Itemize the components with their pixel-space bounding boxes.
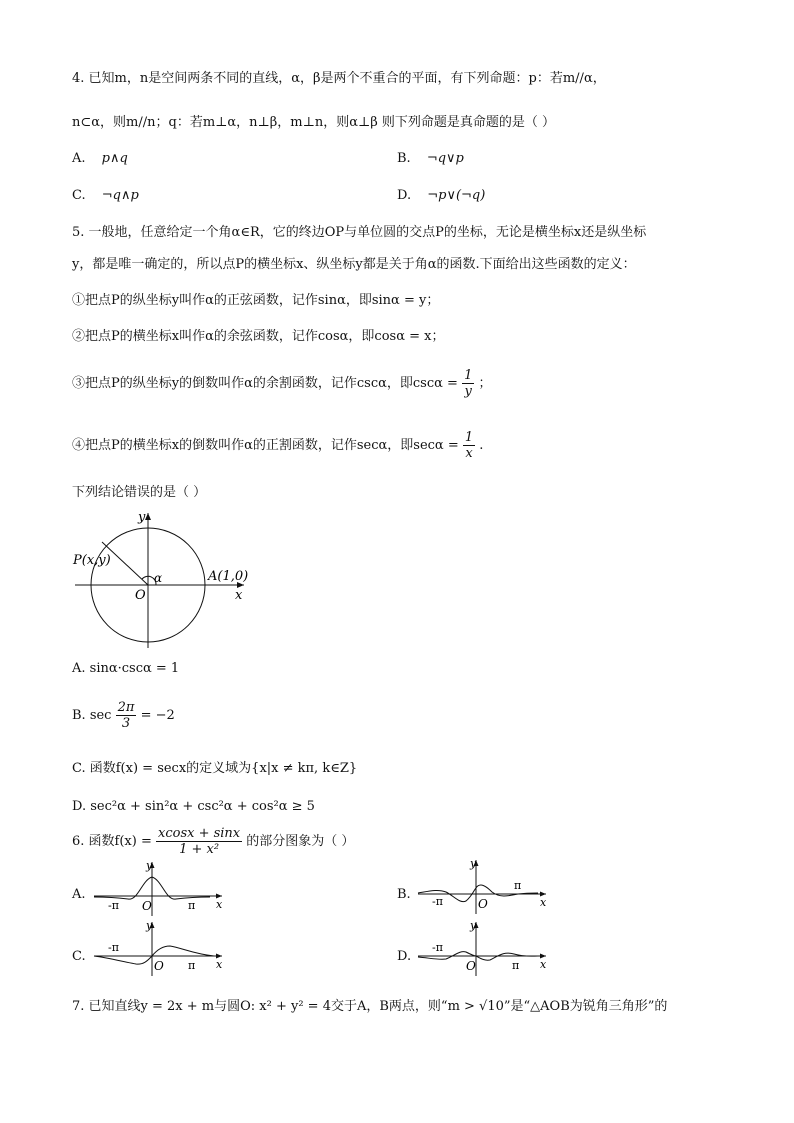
q5-def-cosecant-end: ； — [478, 376, 492, 391]
q4-option-b-text: ¬q∨p — [426, 151, 464, 166]
q6-graph-a-label: A. — [72, 887, 86, 902]
graph-d-y-label: y — [470, 919, 477, 932]
q6-stem — [72, 822, 354, 862]
q4-option-d-label: D. — [397, 188, 412, 203]
q5-def-secant-fraction — [463, 430, 475, 461]
q5-option-b-numerator: 2π — [117, 700, 135, 715]
q4-stem-line1: 4. 已知m，n是空间两条不同的直线，α，β是两个不重合的平面，有下列命题：p：若m//α， — [72, 71, 606, 86]
q5-option-a: A. sinα·cscα = 1 — [72, 661, 180, 676]
graph-a-pos-pi: π — [188, 899, 196, 912]
figure-angle-label: α — [154, 571, 163, 585]
q6-graph-b-label: B. — [397, 887, 411, 902]
graph-b-neg-pi: -π — [432, 895, 443, 908]
unit-circle-figure — [72, 508, 262, 648]
graph-c-pos-pi: π — [188, 959, 196, 972]
figure-point-p-label: P(x,y) — [73, 553, 111, 568]
q6-stem-end: 的部分图象为（ ） — [246, 834, 355, 849]
q6-graph-d — [414, 918, 554, 976]
q6-graph-d-label: D. — [397, 949, 412, 964]
q6-function-numerator: xcosx + sinx — [158, 826, 241, 841]
q5-option-b-fraction — [116, 700, 137, 731]
y-axis-arrow — [145, 513, 151, 520]
q5-def-cosecant-denominator: y — [464, 384, 472, 399]
graph-a-neg-pi: -π — [108, 899, 119, 912]
q6-function-fraction — [156, 826, 242, 857]
q5-option-b-denominator: 3 — [121, 716, 131, 731]
q4-option-c-label: C. — [72, 188, 86, 203]
q5-option-b-text: B. sec — [72, 708, 112, 723]
graph-c-y-label: y — [146, 919, 153, 932]
q4-option-c — [72, 187, 139, 205]
q4-option-d-text: ¬p∨(¬q) — [427, 188, 486, 203]
q5-def-sine: ①把点P的纵坐标y叫作α的正弦函数，记作sinα，即sinα = y； — [72, 293, 440, 308]
q6-graph-c — [90, 918, 230, 976]
q4-option-c-text: ¬q∧p — [101, 188, 139, 203]
q5-def-cosecant — [72, 364, 492, 404]
graph-d-origin: O — [466, 959, 476, 973]
q5-def-cosine: ②把点P的横坐标x叫作α的余弦函数，记作cosα，即cosα = x； — [72, 329, 445, 344]
graph-b-y-label: y — [470, 857, 477, 870]
graph-c-x-label: x — [216, 958, 223, 971]
q5-def-secant-text: ④把点P的横坐标x的倒数叫作α的正割函数，记作secα，即secα = — [72, 438, 459, 453]
q5-option-d: D. sec²α + sin²α + csc²α + cos²α ≥ 5 — [72, 799, 315, 814]
graph-d-x-label: x — [540, 958, 547, 971]
q5-def-secant-denominator: x — [465, 446, 473, 461]
figure-origin-label: O — [135, 588, 146, 603]
graph-d-pos-pi: π — [512, 959, 520, 972]
q4-option-a-text: p∧q — [101, 151, 128, 166]
q4-option-a-label: A. — [72, 151, 86, 166]
q4-option-a — [72, 150, 128, 168]
q6-function-denominator: 1 + x² — [179, 842, 220, 857]
q5-def-cosecant-fraction — [462, 368, 474, 399]
q5-def-secant-end: . — [479, 438, 484, 453]
graph-b-pos-pi: π — [514, 879, 522, 892]
graph-b-x-label: x — [540, 896, 547, 909]
q5-option-c: C. 函数f(x) = secx的定义域为{x|x ≠ kπ, k∈Z} — [72, 761, 358, 776]
q5-def-cosecant-text: ③把点P的纵坐标y的倒数叫作α的余割函数，记作cscα，即cscα = — [72, 376, 458, 391]
graph-d-neg-pi: -π — [432, 941, 443, 954]
figure-point-a-label: A(1,0) — [208, 569, 249, 584]
q4-option-d — [397, 187, 485, 205]
q5-prompt: 下列结论错误的是（ ） — [72, 485, 207, 500]
q5-def-secant — [72, 426, 483, 466]
q5-option-b — [72, 696, 175, 736]
graph-a-x-label: x — [216, 898, 223, 911]
q6-graph-b — [414, 856, 554, 914]
graph-c-origin: O — [154, 959, 164, 973]
q7-stem-line1: 7. 已知直线y = 2x + m与圆O: x² + y² = 4交于A，B两点，则“m > √10”是“△AOB为锐角三角形”的 — [72, 999, 668, 1014]
q6-graph-a — [90, 858, 230, 916]
q5-option-b-end: = −2 — [140, 708, 175, 723]
q4-option-b-label: B. — [397, 151, 411, 166]
graph-a-origin: O — [142, 899, 152, 913]
q5-stem-line1: 5. 一般地，任意给定一个角α∈R，它的终边OP与单位圆的交点P的坐标，无论是横坐标x还是纵坐标 — [72, 225, 647, 240]
q5-stem-line2: y，都是唯一确定的，所以点P的横坐标x、纵坐标y都是关于角α的函数.下面给出这些函数的定义： — [72, 257, 636, 272]
figure-x-label: x — [235, 588, 243, 603]
q4-stem-line2: n⊂α，则m//n；q：若m⊥α，n⊥β，m⊥n，则α⊥β 则下列命题是真命题的是（ ） — [72, 115, 555, 130]
graph-c-neg-pi: -π — [108, 941, 119, 954]
figure-y-label: y — [138, 510, 146, 525]
q4-option-b — [397, 150, 464, 168]
q5-def-secant-numerator: 1 — [464, 430, 474, 445]
q6-stem-text: 6. 函数f(x) = — [72, 834, 152, 849]
q6-graph-c-label: C. — [72, 949, 86, 964]
graph-b-origin: O — [478, 897, 488, 911]
q5-def-cosecant-numerator: 1 — [464, 368, 473, 383]
graph-a-y-label: y — [146, 859, 153, 872]
